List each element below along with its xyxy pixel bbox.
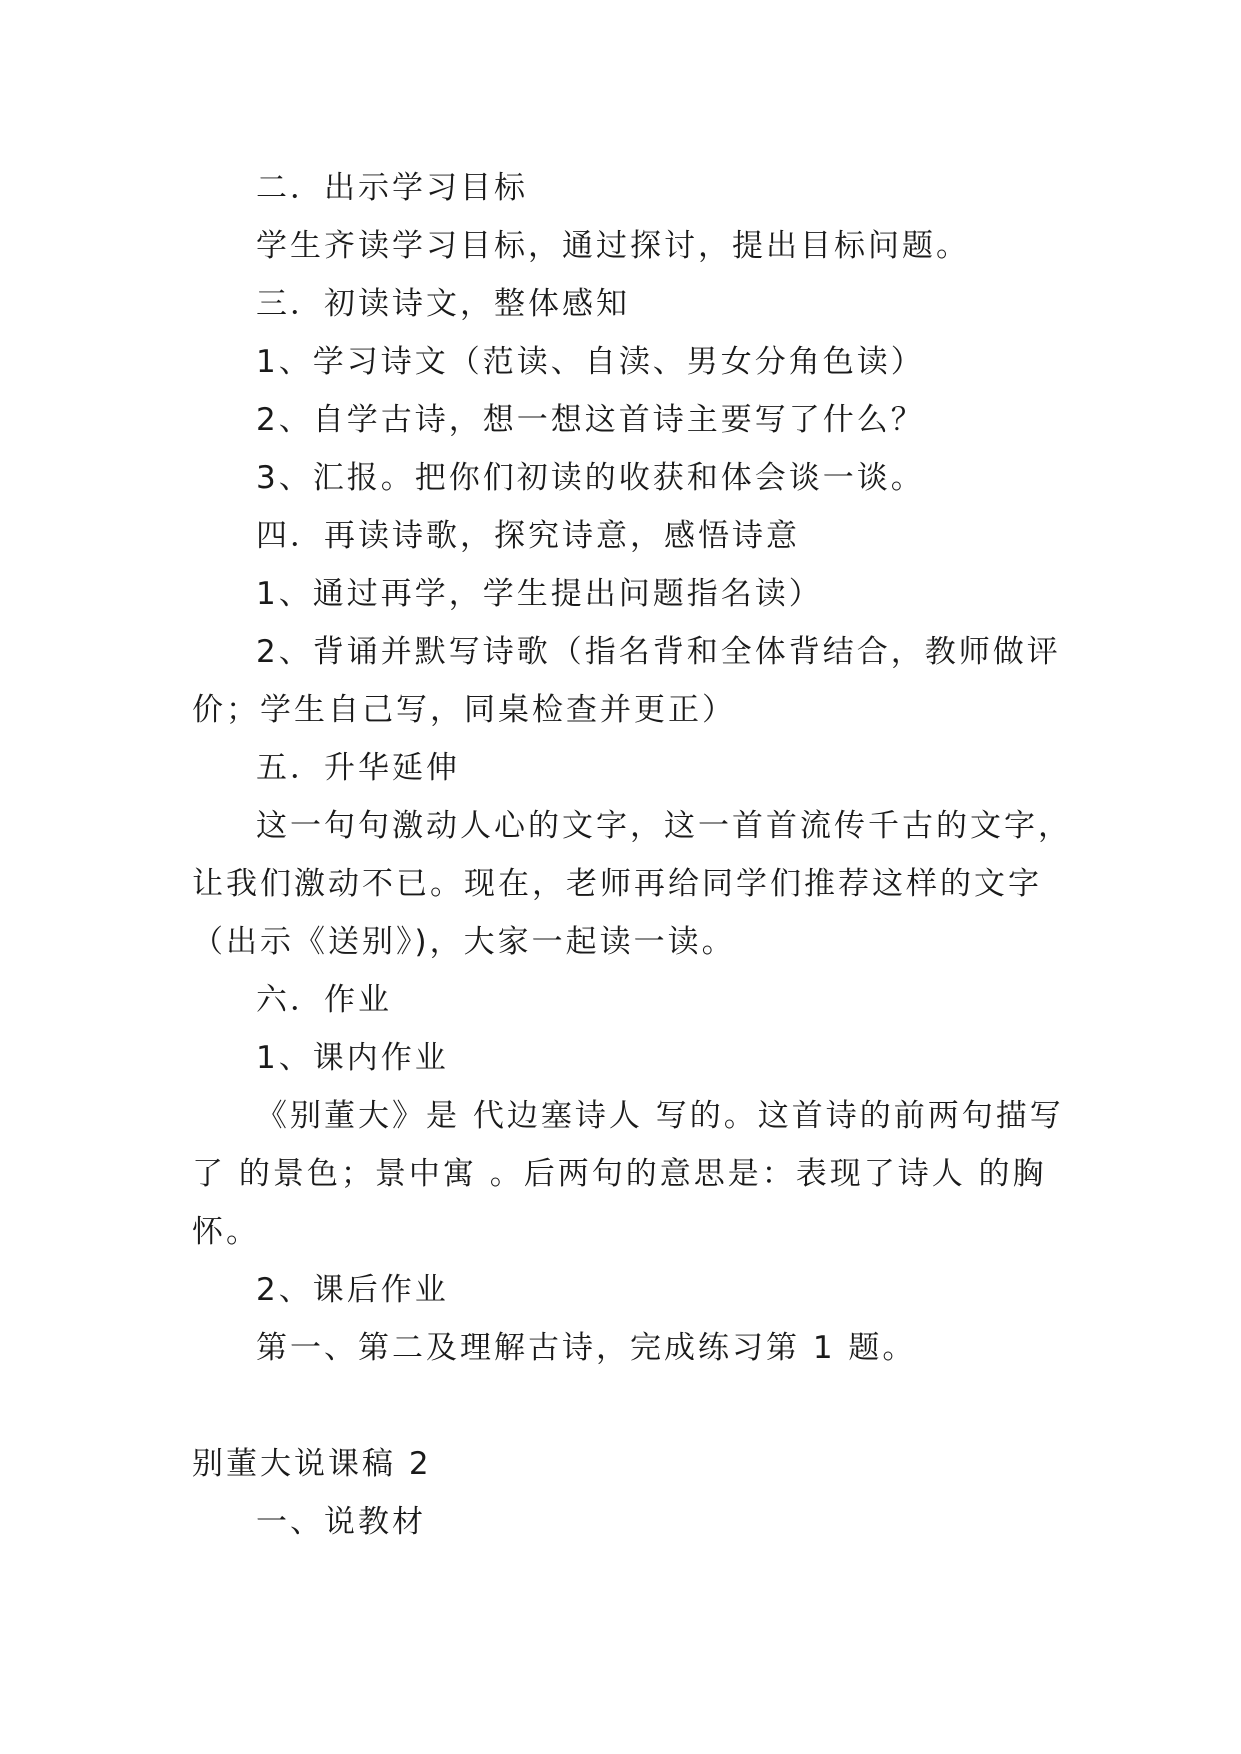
list-item: 1、课内作业 (256, 1040, 449, 1076)
paragraph-line: 怀。 (192, 1214, 260, 1250)
heading-rereading: 四．再读诗歌，探究诗意，感悟诗意 (256, 518, 800, 554)
list-item: 1、学习诗文（范读、自渎、男女分角色读） (256, 344, 925, 380)
heading-homework: 六．作业 (256, 982, 392, 1018)
heading-textbook: 一、说教材 (256, 1504, 426, 1540)
list-item: 2、背诵并默写诗歌（指名背和全体背结合，教师做评 (256, 634, 1061, 670)
paragraph-line: 了 的景色；景中寓 。后两句的意思是：表现了诗人 的胸 (192, 1156, 1047, 1192)
paragraph-line: （出示《送别》)，大家一起读一读。 (192, 924, 736, 960)
paragraph-line: 学生齐读学习目标，通过探讨，提出目标问题。 (256, 228, 970, 264)
paragraph-line: 第一、第二及理解古诗，完成练习第 1 题。 (256, 1330, 917, 1366)
paragraph-line: 《别董大》是 代边塞诗人 写的。这首诗的前两句描写 (256, 1098, 1064, 1134)
paragraph-line: 价；学生自己写，同桌检查并更正） (192, 692, 736, 728)
paragraph-line: 这一句句激动人心的文字，这一首首流传千古的文字， (256, 808, 1072, 844)
section-title: 别董大说课稿 2 (192, 1446, 432, 1482)
heading-first-reading: 三．初读诗文，整体感知 (256, 286, 630, 322)
paragraph-line: 让我们激动不已。现在，老师再给同学们推荐这样的文字 (192, 866, 1042, 902)
list-item: 2、自学古诗，想一想这首诗主要写了什么？ (256, 402, 925, 438)
heading-learning-objectives: 二．出示学习目标 (256, 170, 528, 206)
heading-extension: 五．升华延伸 (256, 750, 460, 786)
list-item: 2、课后作业 (256, 1272, 449, 1308)
list-item: 1、通过再学，学生提出问题指名读） (256, 576, 823, 612)
list-item: 3、汇报。把你们初读的收获和体会谈一谈。 (256, 460, 925, 496)
